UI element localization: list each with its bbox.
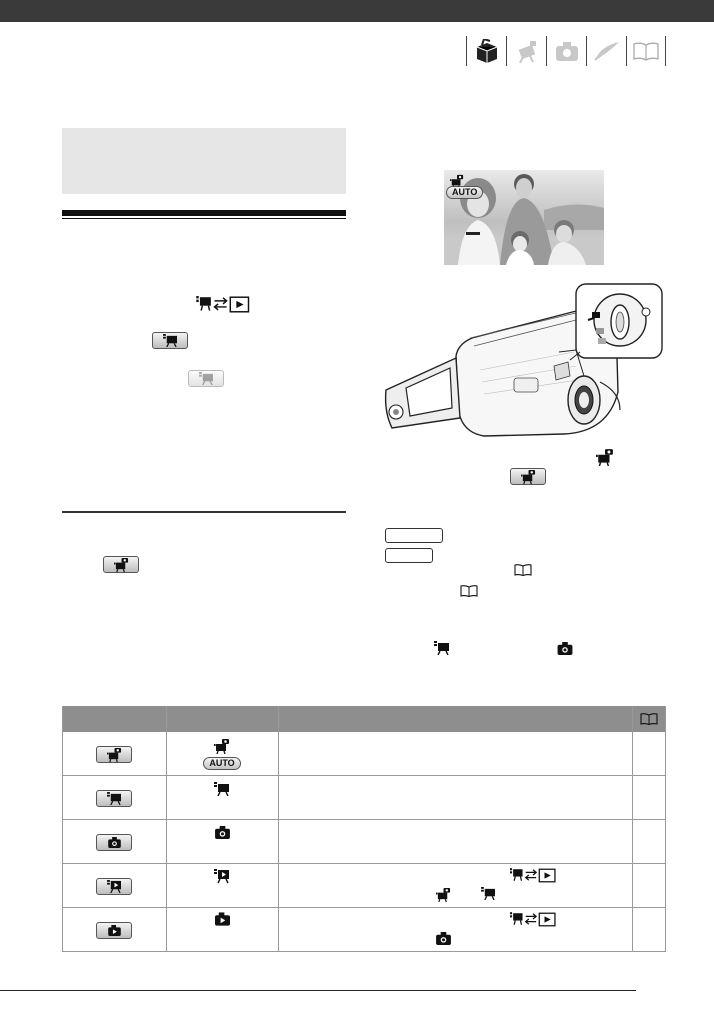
movie-playback-button-icon [96, 878, 132, 895]
dual-shot-icon [214, 738, 230, 754]
section-rule [62, 511, 346, 513]
footer-rule [0, 990, 636, 991]
auto-mode-button-icon [103, 556, 139, 573]
movie-button-faded-icon [188, 370, 224, 387]
external-icon[interactable] [586, 36, 626, 66]
family-photo [444, 170, 604, 265]
photo-playback-button-icon [96, 922, 132, 939]
table-row [62, 864, 666, 908]
mode-table [62, 706, 666, 952]
camera-icon [215, 826, 230, 839]
key-label-box [385, 528, 443, 543]
page-ref-icon-2 [460, 585, 478, 597]
table-border [62, 706, 63, 952]
movie-icon [214, 782, 230, 796]
table-row [62, 820, 666, 864]
intro-icon[interactable] [466, 36, 506, 66]
movie-icon [481, 887, 496, 900]
movie-button-icon [152, 332, 188, 349]
section-title-box [62, 128, 346, 194]
camera-button-icon [96, 834, 132, 851]
book-icon [640, 713, 658, 725]
table-header [62, 706, 666, 732]
heading-rule [62, 210, 346, 216]
movie-playback-icon [214, 868, 230, 884]
table-row [62, 732, 666, 776]
auto-badge: AUTO [446, 186, 483, 199]
video-icon[interactable] [506, 36, 546, 66]
chapter-tabs [466, 36, 666, 66]
table-row [62, 908, 666, 952]
movie-icon [434, 641, 450, 655]
dual-shot-icon [596, 448, 614, 466]
column-divider [166, 706, 167, 952]
switch-mode-icon [196, 296, 250, 313]
switch-mode-icon [510, 912, 556, 927]
key-label-box-2 [385, 548, 433, 563]
auto-mode-icon [96, 746, 132, 763]
photo-icon[interactable] [546, 36, 586, 66]
auto-badge: AUTO [203, 757, 240, 770]
camera-icon [436, 932, 451, 945]
switch-mode-icon [510, 868, 556, 883]
table-border [665, 706, 666, 952]
dual-shot-icon [436, 887, 451, 902]
photo-playback-icon [215, 912, 230, 926]
movie-button-icon [96, 790, 132, 807]
page-ref-icon [514, 564, 532, 576]
camcorder-illustration [384, 282, 664, 442]
additional-info-icon[interactable] [626, 36, 666, 66]
table-row [62, 776, 666, 820]
heading-rule-thin [62, 218, 346, 219]
column-divider [632, 706, 633, 952]
top-bar [0, 0, 714, 22]
auto-mode-button-icon-2 [510, 468, 546, 485]
column-divider [278, 706, 279, 952]
camera-icon [557, 642, 573, 655]
